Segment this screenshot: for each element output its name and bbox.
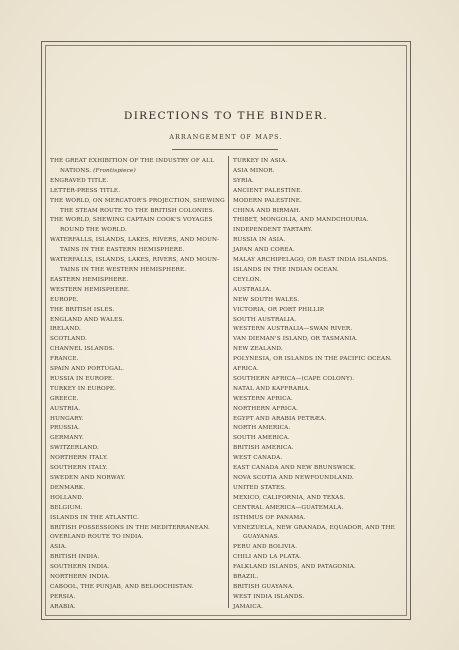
map-entry-text: ISLANDS IN THE INDIAN OCEAN. — [233, 266, 339, 273]
map-entry-text: CHINA AND BIRMAH. — [233, 207, 301, 214]
map-list-entry — [50, 266, 226, 276]
map-list-entry — [233, 603, 405, 613]
map-list-entry — [50, 296, 226, 306]
map-list-entry — [233, 573, 405, 583]
map-list-entry — [50, 256, 226, 266]
right-column — [233, 157, 405, 613]
map-entry-note: (Frontispiece) — [93, 167, 136, 174]
map-list-entry — [50, 524, 226, 534]
section-subtitle: ARRANGEMENT OF MAPS. — [169, 134, 283, 141]
left-column — [50, 157, 226, 613]
map-entry-text: CABOOL, THE PUNJAB, AND BELOOCHISTAN. — [50, 583, 194, 590]
map-list-entry — [233, 583, 405, 593]
map-list-entry — [50, 484, 226, 494]
map-entry-text: NATIONS. — [60, 167, 92, 174]
map-list-entry — [50, 514, 226, 524]
map-list-entry — [233, 256, 405, 266]
map-list-entry — [50, 345, 226, 355]
map-list-entry — [50, 543, 226, 553]
map-entry-text: VAN DIEMAN'S ISLAND, OR TASMANIA. — [233, 336, 358, 343]
map-entry-text: NORTH AMERICA. — [233, 425, 291, 432]
map-list-entry — [50, 563, 226, 573]
map-list-entry — [233, 306, 405, 316]
map-list-entry — [50, 375, 226, 385]
map-list-entry — [233, 553, 405, 563]
map-list-entry — [50, 286, 226, 296]
map-list-entry — [50, 325, 226, 335]
map-entry-text: INDEPENDENT TARTARY. — [233, 227, 313, 234]
map-entry-text: SOUTHERN AFRICA—(CAPE COLONY). — [233, 375, 355, 382]
map-list-entry — [50, 177, 226, 187]
map-entry-text: TURKEY IN EUROPE. — [50, 385, 117, 392]
map-list-entry — [233, 286, 405, 296]
map-list-entry — [233, 494, 405, 504]
map-entry-text: TAINS IN THE WESTERN HEMISPHERE. — [60, 266, 187, 273]
map-entry-text: BRITISH AMERICA. — [233, 445, 294, 452]
map-list-entry — [50, 385, 226, 395]
map-entry-text: WESTERN AFRICA. — [233, 395, 294, 402]
map-list-entry — [233, 316, 405, 326]
map-list-entry — [233, 464, 405, 474]
map-list-entry — [233, 385, 405, 395]
map-list-entry — [233, 424, 405, 434]
map-list-entry — [233, 335, 405, 345]
map-list-entry — [233, 246, 405, 256]
map-list-entry — [50, 157, 226, 167]
map-list-entry — [233, 276, 405, 286]
map-list-entry — [50, 603, 226, 613]
map-list-entry — [50, 494, 226, 504]
map-entry-text: SOUTH AUSTRALIA. — [233, 316, 297, 323]
map-entry-text: THE GREAT EXHIBITION OF THE INDUSTRY OF ALL — [50, 158, 215, 164]
map-list-entry — [233, 444, 405, 454]
map-entry-text: NORTHERN INDIA. — [50, 574, 110, 581]
map-entry-text: NEW SOUTH WALES. — [233, 296, 300, 303]
map-list-entry — [233, 197, 405, 207]
map-entry-text: CENTRAL AMERICA—GUATEMALA. — [233, 504, 344, 511]
map-entry-text: NORTHERN AFRICA. — [233, 405, 299, 412]
map-entry-text: SOUTH AMERICA. — [233, 435, 290, 442]
map-entry-text: CHILI AND LA PLATA. — [233, 554, 302, 561]
map-list-entry — [233, 345, 405, 355]
map-list-entry — [50, 464, 226, 474]
map-entry-text: AUSTRALIA. — [233, 286, 272, 293]
map-entry-text: SYRIA. — [233, 177, 254, 184]
map-entry-text: TURKEY IN ASIA. — [233, 158, 288, 164]
map-list-entry — [233, 355, 405, 365]
map-list-entry — [50, 474, 226, 484]
map-list-entry — [50, 415, 226, 425]
map-list-entry — [50, 335, 226, 345]
map-list-entry — [233, 296, 405, 306]
map-entry-text: CHANNEL ISLANDS. — [50, 346, 115, 353]
map-list-entry — [50, 533, 226, 543]
map-entry-text: AUSTRIA. — [50, 405, 81, 412]
map-list-entry — [233, 514, 405, 524]
map-entry-text: THE WORLD, ON MERCATOR'S PROJECTION, SHEWING — [50, 197, 225, 204]
map-list-entry — [233, 415, 405, 425]
map-list-entry — [50, 454, 226, 464]
map-list-entry — [233, 216, 405, 226]
map-list-entry — [233, 207, 405, 217]
map-entry-text: SWITZERLAND. — [50, 445, 99, 452]
map-list-entry — [233, 395, 405, 405]
map-list-entry — [50, 355, 226, 365]
map-list-entry — [233, 226, 405, 236]
map-list-entry — [50, 593, 226, 603]
map-entry-text: NEW ZEALAND. — [233, 346, 283, 353]
map-list-entry — [50, 553, 226, 563]
map-entry-text: ROUND THE WORLD. — [60, 227, 127, 234]
map-list-entry — [233, 524, 405, 534]
map-list-entry — [50, 167, 226, 177]
map-entry-text: SOUTHERN INDIA. — [50, 564, 110, 571]
map-entry-text: THE BRITISH ISLES. — [50, 306, 115, 313]
map-entry-text: WEST INDIA ISLANDS. — [233, 593, 305, 600]
map-entry-text: NORTHERN ITALY. — [50, 455, 109, 462]
map-entry-text: JAMAICA. — [233, 603, 264, 610]
map-list-entry — [233, 484, 405, 494]
map-entry-text: THE STEAM ROUTE TO THE BRITISH COLONIES. — [60, 207, 215, 214]
map-list-entry — [50, 276, 226, 286]
map-entry-text: FRANCE. — [50, 356, 79, 363]
map-list-entry — [50, 197, 226, 207]
map-list-entry — [50, 216, 226, 226]
map-entry-text: ISLANDS IN THE ATLANTIC. — [50, 514, 140, 521]
map-entry-text: RUSSIA IN EUROPE. — [50, 375, 115, 382]
map-list-entry — [233, 236, 405, 246]
map-list-entry — [50, 316, 226, 326]
map-entry-text: THIBET, MONGOLIA, AND MANDCHOURIA. — [233, 217, 369, 224]
map-entry-text: VICTORIA, OR PORT PHILLIP. — [233, 306, 325, 313]
map-entry-text: MEXICO, CALIFORNIA, AND TEXAS. — [233, 494, 346, 501]
map-list-entry — [233, 157, 405, 167]
map-entry-text: NOVA SCOTIA AND NEWFOUNDLAND. — [233, 475, 354, 481]
map-list-entry — [50, 395, 226, 405]
map-entry-text: MODERN PALESTINE. — [233, 197, 303, 204]
map-entry-text: RUSSIA IN ASIA. — [233, 237, 286, 244]
map-entry-text: HUNGARY. — [50, 415, 84, 422]
map-entry-text: ISTHMUS OF PANAMA. — [233, 514, 306, 521]
map-list-entry — [233, 187, 405, 197]
map-list-entry — [233, 325, 405, 335]
map-entry-text: WESTERN AUSTRALIA—SWAN RIVER. — [233, 326, 353, 333]
map-entry-text: FALKLAND ISLANDS, AND PATAGONIA. — [233, 564, 356, 571]
map-list-entry — [233, 474, 405, 484]
map-entry-text: TAINS IN THE EASTERN HEMISPHERE. — [60, 247, 185, 254]
map-entry-text: WEST CANADA. — [233, 455, 283, 462]
map-list-entry — [50, 434, 226, 444]
map-entry-text: BELGIUM. — [50, 504, 83, 511]
map-list-entry — [50, 306, 226, 316]
subtitle-rule — [172, 149, 278, 150]
map-entry-text: WATERFALLS, ISLANDS, LAKES, RIVERS, AND MOUN- — [50, 237, 220, 244]
map-list-entry — [233, 434, 405, 444]
map-entry-text: EAST CANADA AND NEW BRUNSWICK. — [233, 465, 357, 472]
map-entry-text: GERMANY. — [50, 435, 84, 442]
map-list-entry — [233, 504, 405, 514]
map-entry-text: SOUTHERN ITALY. — [50, 465, 108, 472]
map-entry-text: DENMARK. — [50, 484, 86, 491]
map-entry-text: BRITISH INDIA. — [50, 554, 100, 561]
map-entry-text: SWEDEN AND NORWAY. — [50, 475, 126, 481]
map-list-entry — [233, 266, 405, 276]
map-list-entry — [50, 573, 226, 583]
map-entry-text: BRITISH GUAYANA. — [233, 583, 295, 590]
map-entry-text: BRITISH POSSESSIONS IN THE MEDITERRANEAN. — [50, 524, 210, 531]
map-list-entry — [233, 177, 405, 187]
map-list-entry — [50, 424, 226, 434]
map-entry-text: PRUSSIA. — [50, 425, 80, 432]
map-entry-text: ASIA MINOR. — [233, 167, 275, 174]
map-list-entry — [50, 365, 226, 375]
map-entry-text: PERSIA. — [50, 593, 76, 600]
map-entry-text: GREECE. — [50, 395, 79, 402]
map-entry-text: MALAY ARCHIPELAGO, OR EAST INDIA ISLANDS. — [233, 257, 389, 264]
map-entry-text: HOLLAND. — [50, 494, 84, 501]
map-list-entry — [50, 504, 226, 514]
map-list-entry — [233, 375, 405, 385]
map-entry-text: EASTERN HEMISPHERE. — [50, 276, 129, 283]
map-list-entry — [50, 207, 226, 217]
map-entry-text: SCOTLAND. — [50, 336, 88, 343]
map-list-entry — [50, 246, 226, 256]
map-entry-text: VENEZUELA, NEW GRANADA, EQUADOR, AND THE — [233, 524, 395, 531]
map-list-entry — [233, 365, 405, 375]
map-list-entry — [50, 236, 226, 246]
map-entry-text: LETTER-PRESS TITLE. — [50, 187, 121, 194]
map-entry-text: UNITED STATES. — [233, 484, 287, 491]
map-entry-text: ASIA. — [50, 544, 67, 551]
map-entry-text: EUROPE. — [50, 296, 79, 303]
map-entry-text: THE WORLD, SHEWING CAPTAIN COOK'S VOYAGES — [50, 217, 213, 224]
map-list-entry — [233, 593, 405, 603]
page-title: DIRECTIONS TO THE BINDER. — [123, 110, 329, 122]
map-list-entry — [233, 563, 405, 573]
map-list-entry — [50, 187, 226, 197]
map-entry-text: CEYLON. — [233, 276, 262, 283]
map-list-entry — [50, 405, 226, 415]
map-list-entry — [233, 533, 405, 543]
map-entry-text: JAPAN AND COREA. — [233, 247, 295, 254]
column-divider — [228, 156, 229, 608]
map-entry-text: AFRICA. — [233, 366, 259, 373]
map-list-entry — [50, 583, 226, 593]
map-list-entry — [233, 405, 405, 415]
map-entry-text: EGYPT AND ARABIA PETRÆA. — [233, 415, 327, 422]
map-entry-text: BRAZIL. — [233, 574, 259, 581]
map-list-entry — [50, 444, 226, 454]
map-entry-text: OVERLAND ROUTE TO INDIA. — [50, 534, 144, 541]
map-entry-text: WESTERN HEMISPHERE. — [50, 286, 131, 293]
map-entry-text: GUAYANAS. — [243, 534, 280, 541]
map-entry-text: POLYNESIA, OR ISLANDS IN THE PACIFIC OCEAN. — [233, 356, 392, 363]
map-list-entry — [233, 454, 405, 464]
map-list-entry — [233, 167, 405, 177]
map-entry-text: ENGRAVED TITLE. — [50, 177, 109, 184]
map-entry-text: SPAIN AND PORTUGAL. — [50, 366, 125, 373]
map-entry-text: PERU AND BOLIVIA. — [233, 544, 298, 551]
map-entry-text: ENGLAND AND WALES. — [50, 316, 125, 323]
map-entry-text: ANCIENT PALESTINE. — [233, 187, 303, 194]
map-entry-text: ARABIA. — [50, 603, 76, 610]
map-entry-text: WATERFALLS, ISLANDS, LAKES, RIVERS, AND MOUN- — [50, 257, 220, 264]
map-entry-text: NATAL AND KAFFRARIA. — [233, 385, 311, 392]
map-entry-text: IRELAND. — [50, 326, 81, 333]
map-list-entry — [233, 543, 405, 553]
map-list-entry — [50, 226, 226, 236]
